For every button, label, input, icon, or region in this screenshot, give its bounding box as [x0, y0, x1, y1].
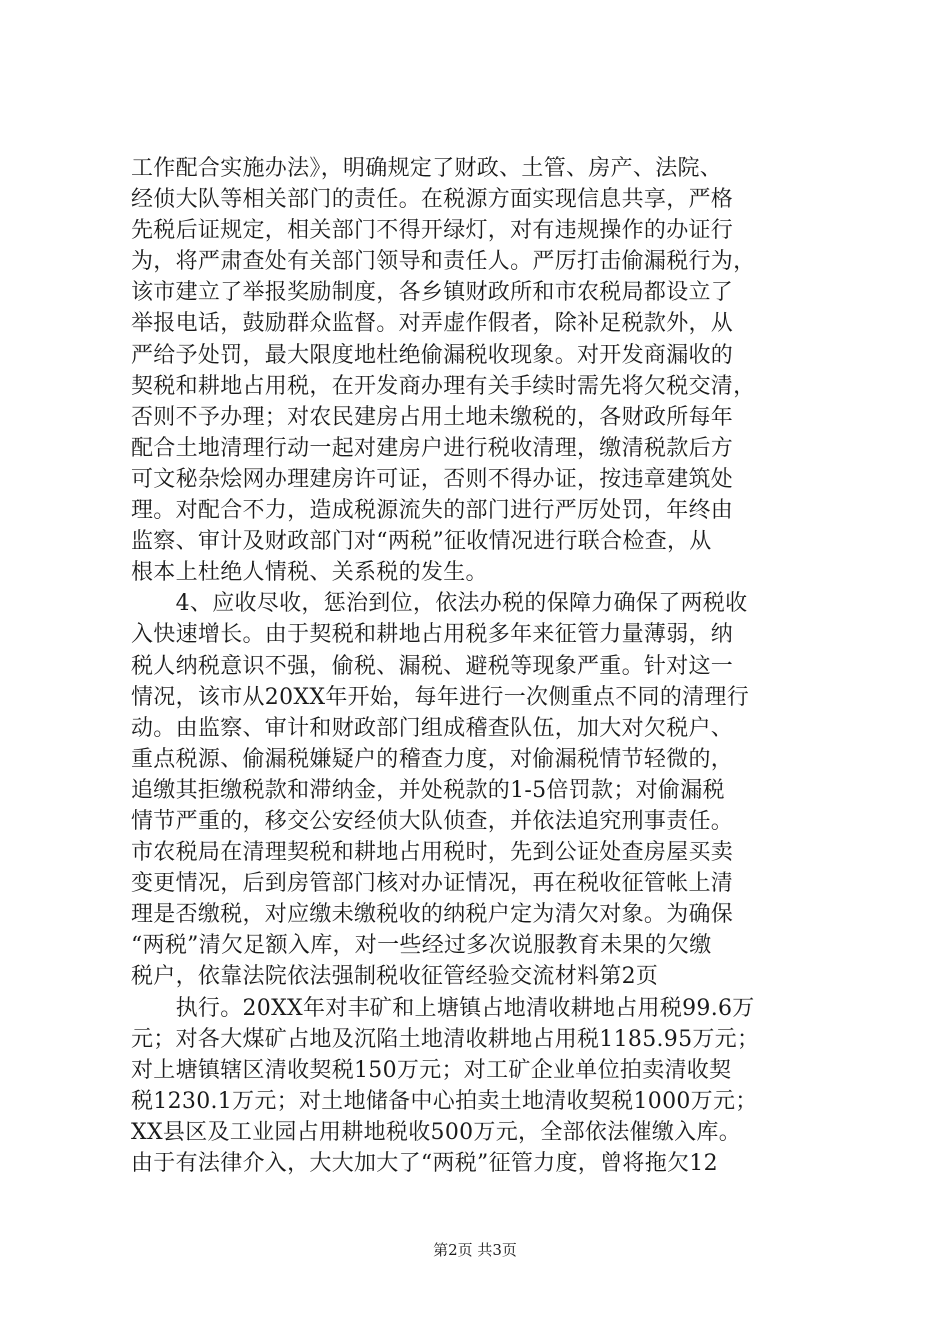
text-line: 重点税源、偷漏税嫌疑户的稽查力度，对偷漏税情节轻微的，: [131, 746, 734, 772]
text-line: 变更情况，后到房管部门核对办证情况，再在税收征管帐上清: [131, 871, 734, 897]
text-line: 先税后证规定，相关部门不得开绿灯，对有违规操作的办证行: [131, 218, 734, 244]
text-line: 市农税局在清理契税和耕地占用税时，先到公证处查房屋买卖: [131, 840, 734, 866]
text-line: 举报电话，鼓励群众监督。对弄虚作假者，除补足税款外，从: [131, 311, 734, 337]
text-line: 契税和耕地占用税，在开发商办理有关手续时需先将欠税交清，: [131, 373, 756, 399]
text-line: 税户，依靠法院依法强制税收征管经验交流材料第2页: [131, 964, 659, 990]
text-line: 为，将严肃查处有关部门领导和责任人。严厉打击偷漏税行为，: [131, 249, 756, 275]
text-line: 税1230.1万元；对土地储备中心拍卖土地清收契税1000万元；: [131, 1088, 758, 1114]
document-body: [131, 153, 843, 1179]
text-line: 情况，该市从20XX年开始，每年进行一次侧重点不同的清理行: [131, 684, 750, 710]
text-line: 入快速增长。由于契税和耕地占用税多年来征管力量薄弱，纳: [131, 622, 734, 648]
text-line: 元；对各大煤矿占地及沉陷土地清收耕地占用税1185.95万元；: [131, 1026, 760, 1052]
text-line: 动。由监察、审计和财政部门组成稽查队伍，加大对欠税户、: [131, 715, 734, 741]
text-line: 配合土地清理行动一起对建房户进行税收清理，缴清税款后方: [131, 435, 734, 461]
text-line: 理。对配合不力，造成税源流失的部门进行严厉处罚，年终由: [131, 498, 734, 524]
text-line: 对上塘镇辖区清收契税150万元；对工矿企业单位拍卖清收契: [131, 1057, 732, 1083]
text-line: 税人纳税意识不强，偷税、漏税、避税等现象严重。针对这一: [131, 653, 734, 679]
text-line: 否则不予办理；对农民建房占用土地未缴税的，各财政所每年: [131, 404, 734, 430]
text-line: 追缴其拒缴税款和滞纳金，并处税款的1-5倍罚款；对偷漏税: [131, 777, 725, 803]
text-line: 监察、审计及财政部门对“两税”征收情况进行联合检查，从: [131, 529, 712, 555]
text-line: 严给予处罚，最大限度地杜绝偷漏税收现象。对开发商漏收的: [131, 342, 734, 368]
text-line: 4、应收尽收，惩治到位，依法办税的保障力确保了两税收: [131, 591, 748, 617]
page-number-footer: 第2页 共3页: [433, 1241, 517, 1259]
text-line: XX县区及工业园占用耕地税收500万元，全部依法催缴入库。: [131, 1119, 742, 1145]
text-line: 理是否缴税，对应缴未缴税收的纳税户定为清欠对象。为确保: [131, 902, 734, 928]
text-line: 工作配合实施办法》，明确规定了财政、土管、房产、法院、: [131, 156, 723, 181]
text-line: “两税”清欠足额入库，对一些经过多次说服教育未果的欠缴: [131, 933, 712, 959]
text-line: 可文秘杂烩网办理建房许可证，否则不得办证，按违章建筑处: [131, 466, 734, 492]
text-line: 根本上杜绝人情税、关系税的发生。: [131, 560, 488, 586]
text-line: 情节严重的，移交公安经侦大队侦查，并依法追究刑事责任。: [131, 808, 734, 834]
text-line: 该市建立了举报奖励制度，各乡镇财政所和市农税局都设立了: [131, 280, 734, 306]
text-line: 经侦大队等相关部门的责任。在税源方面实现信息共享，严格: [131, 187, 734, 213]
text-line: 由于有法律介入，大大加大了“两税”征管力度，曾将拖欠12: [131, 1151, 718, 1176]
text-line: 执行。20XX年对丰矿和上塘镇占地清收耕地占用税99.6万: [131, 995, 755, 1021]
